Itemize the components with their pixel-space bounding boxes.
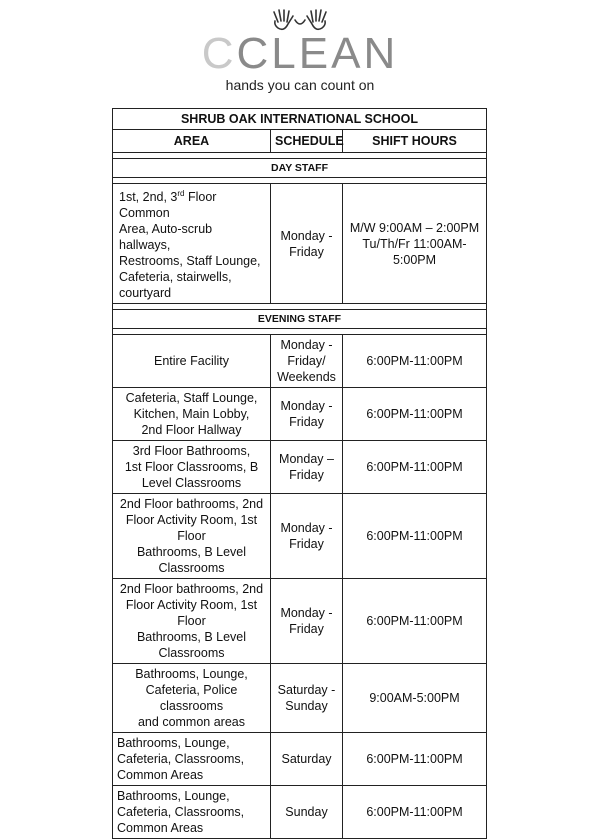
shift-hours-cell [343, 335, 487, 388]
schedule-cell-line: Friday [289, 244, 324, 259]
shift-hours-cell-line: 6:00PM-11:00PM [366, 614, 463, 629]
table-row [113, 335, 487, 388]
shift-hours-cell-line: 6:00PM-11:00PM [366, 752, 463, 767]
area-cell-line: Bathrooms, B Level [136, 630, 247, 645]
column-header-schedule: SCHEDULE [271, 130, 343, 153]
area-cell-line: Floor [177, 614, 206, 629]
schedule-cell [271, 579, 343, 664]
shift-hours-cell [343, 664, 487, 733]
area-cell-line: Kitchen, Main Lobby, [133, 407, 250, 422]
area-cell-line: 2nd Floor bathrooms, 2nd [119, 497, 264, 512]
schedule-cell-line: Monday – [279, 452, 334, 467]
area-cell [113, 733, 271, 786]
schedule-cell-line: Monday - [280, 399, 333, 414]
area-cell-line: Level Classrooms [141, 476, 242, 491]
area-cell-line: Floor [177, 529, 206, 544]
schedule-cell-line: Sunday [285, 699, 328, 714]
schedule-cell-line: Friday [289, 622, 324, 637]
table-row [113, 733, 487, 786]
area-cell-line: 2nd Floor Hallway [141, 423, 242, 438]
area-cell-line: Entire Facility [153, 354, 230, 369]
schedule-table [112, 108, 487, 839]
schedule-cell-line: Monday - [280, 606, 333, 621]
shift-hours-cell-line: 6:00PM-11:00PM [366, 354, 463, 369]
shift-hours-cell-line: 9:00AM-5:00PM [369, 691, 460, 706]
table-row [113, 388, 487, 441]
schedule-cell-line: Friday [289, 537, 324, 552]
area-cell-line: 2nd Floor bathrooms, 2nd [119, 582, 264, 597]
area-cell-line: 1st Floor Classrooms, B [124, 460, 259, 475]
shift-hours-cell [343, 579, 487, 664]
schedule-cell [271, 733, 343, 786]
schedule-cell [271, 494, 343, 579]
area-cell [113, 786, 271, 839]
area-cell [113, 579, 271, 664]
area-cell-line: Cafeteria, stairwells, [119, 270, 232, 285]
table-row [113, 184, 487, 304]
area-cell-line: Area, Auto-scrub hallways, [119, 222, 213, 253]
schedule-cell [271, 335, 343, 388]
schedule-cell-line: Monday - [280, 228, 333, 243]
schedule-cell [271, 441, 343, 494]
shift-hours-cell-line: M/W 9:00AM – 2:00PM [349, 220, 480, 235]
schedule-cell-line: Weekends [277, 370, 336, 385]
table-row [113, 579, 487, 664]
company-logo [0, 0, 600, 100]
schedule-cell-line: Saturday [281, 752, 332, 767]
area-cell [113, 441, 271, 494]
area-cell-line: 3rd Floor Bathrooms, [132, 444, 251, 459]
area-cell [113, 184, 271, 304]
brand-tagline: hands you can count on [225, 77, 375, 93]
schedule-cell-line: Friday [289, 468, 324, 483]
table-row [113, 786, 487, 839]
schedule-cell-line: Saturday - [277, 683, 336, 698]
area-cell-line: Floor Activity Room, 1st [125, 598, 258, 613]
area-cell-line: Common Areas [117, 821, 204, 836]
area-cell-line: Bathrooms, Lounge, [135, 667, 248, 682]
shift-hours-cell [343, 733, 487, 786]
area-cell [113, 335, 271, 388]
shift-hours-cell-line: 6:00PM-11:00PM [366, 460, 463, 475]
shift-hours-cell-line: 6:00PM-11:00PM [366, 407, 463, 422]
area-cell-line: and common areas [137, 715, 245, 730]
table-row [113, 441, 487, 494]
table-title: SHRUB OAK INTERNATIONAL SCHOOL [113, 109, 487, 130]
schedule-cell [271, 184, 343, 304]
area-cell-line: Floor Activity Room, 1st [125, 513, 258, 528]
shift-hours-cell [343, 184, 487, 304]
area-cell-line: Bathrooms, Lounge, [117, 789, 230, 804]
area-cell-line: Cafeteria, Staff Lounge, [125, 391, 258, 406]
shift-hours-cell [343, 494, 487, 579]
schedule-cell-line: Sunday [285, 805, 328, 820]
shift-hours-cell-line: 6:00PM-11:00PM [366, 529, 463, 544]
area-cell-line: Bathrooms, Lounge, [117, 736, 230, 751]
table-row [113, 664, 487, 733]
brand-name: CCLEAN [201, 29, 399, 78]
shift-hours-cell [343, 388, 487, 441]
shift-hours-cell [343, 786, 487, 839]
area-cell-line: Common Areas [117, 768, 204, 783]
area-cell-line: Bathrooms, B Level [136, 545, 247, 560]
schedule-cell [271, 388, 343, 441]
shift-hours-cell-line: Tu/Th/Fr 11:00AM- [362, 236, 467, 251]
area-cell-line: Restrooms, Staff Lounge, [119, 254, 261, 269]
schedule-cell [271, 786, 343, 839]
section-day-staff: DAY STAFF [113, 159, 487, 178]
area-cell [113, 494, 271, 579]
section-evening-staff: EVENING STAFF [113, 310, 487, 329]
area-cell-line: Classrooms [158, 646, 225, 661]
area-cell-line: courtyard [119, 286, 172, 301]
column-header-area: AREA [113, 130, 271, 153]
area-cell-line: Classrooms [158, 561, 225, 576]
schedule-cell-line: Friday/ [287, 354, 326, 369]
area-cell-line: 1st, 2nd, 3rd Floor Common [119, 189, 217, 221]
schedule-cell-line: Monday - [280, 338, 333, 353]
area-cell-line: Cafeteria, Police classrooms [145, 683, 238, 714]
column-header-shift-hours: SHIFT HOURS [343, 130, 487, 153]
schedule-cell-line: Monday - [280, 521, 333, 536]
table-row [113, 494, 487, 579]
schedule-cell-line: Friday [289, 415, 324, 430]
schedule-cell [271, 664, 343, 733]
area-cell [113, 664, 271, 733]
area-cell-line: Cafeteria, Classrooms, [117, 752, 245, 767]
shift-hours-cell-line: 6:00PM-11:00PM [366, 805, 463, 820]
area-cell [113, 388, 271, 441]
area-cell-line: Cafeteria, Classrooms, [117, 805, 245, 820]
shift-hours-cell [343, 441, 487, 494]
shift-hours-cell-line: 5:00PM [392, 252, 437, 267]
